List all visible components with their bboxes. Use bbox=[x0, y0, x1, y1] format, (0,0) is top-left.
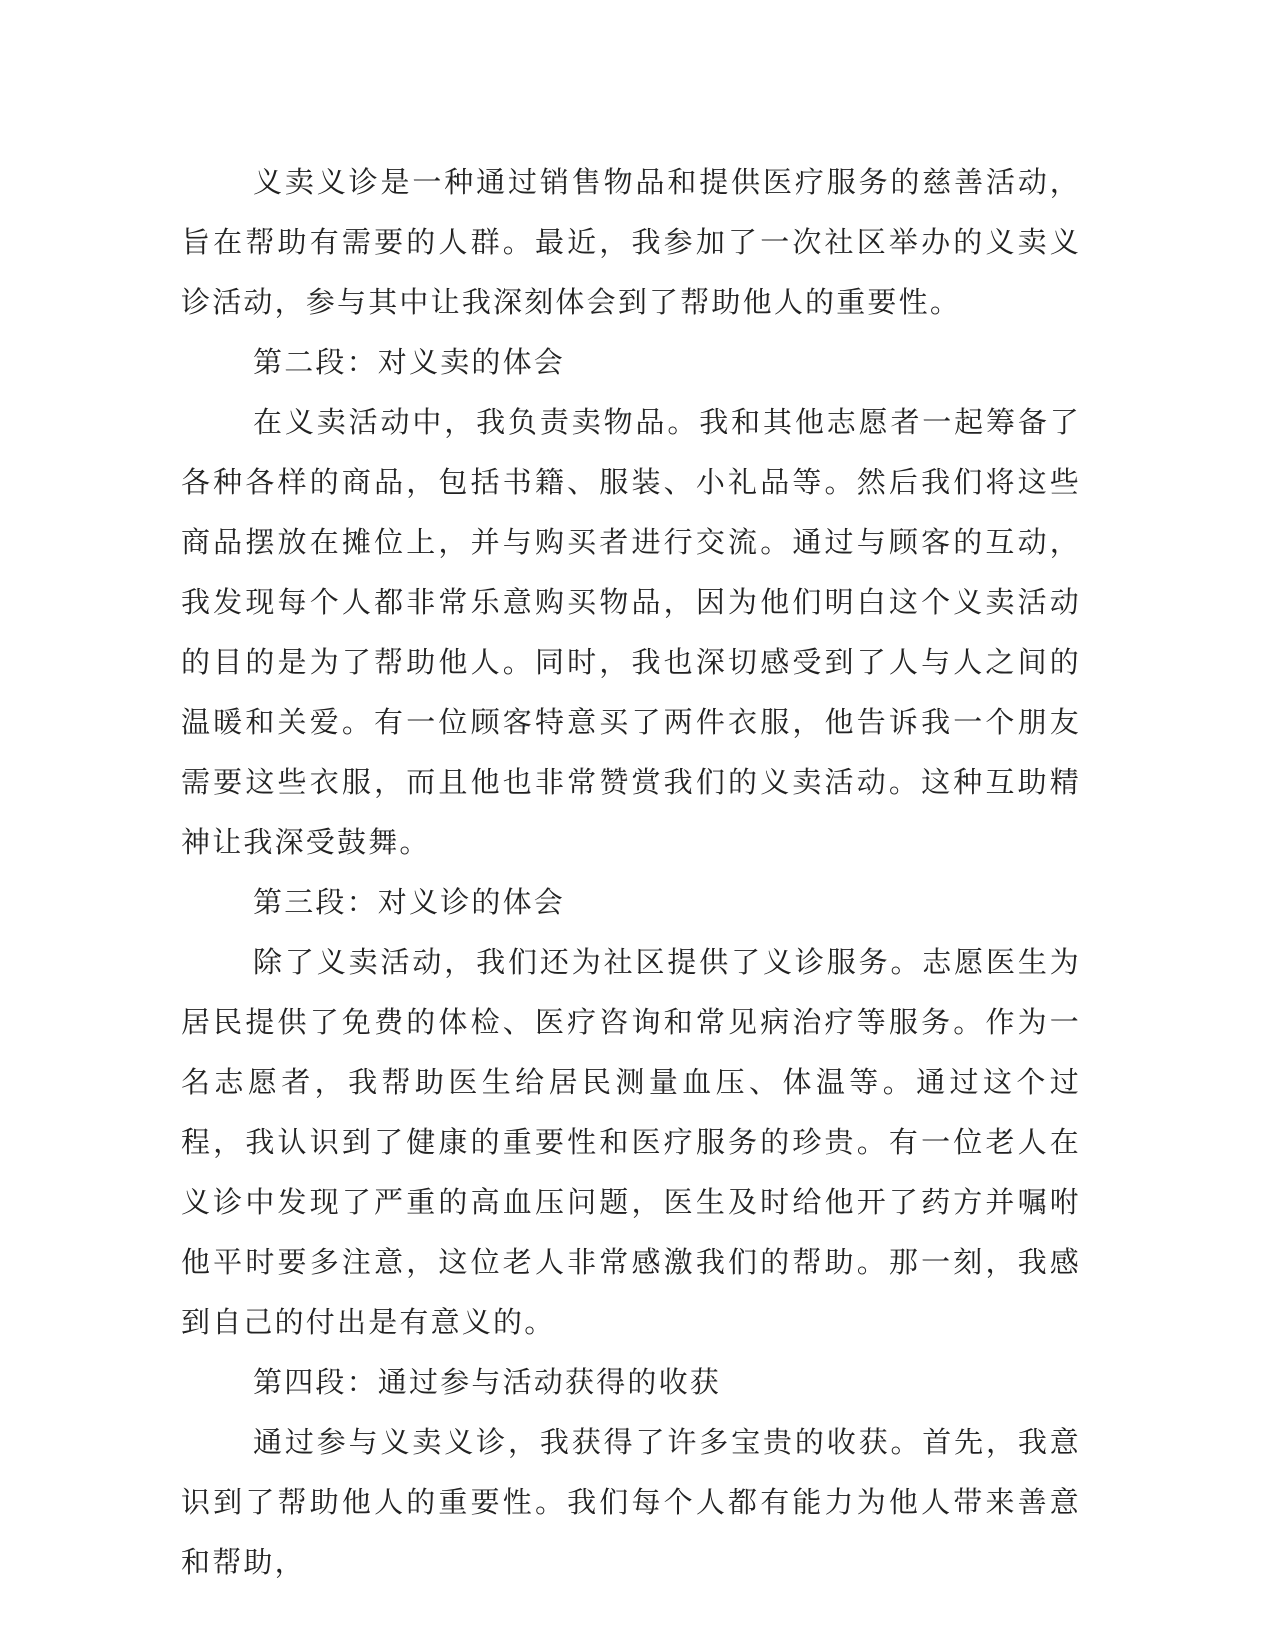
paragraph-line: 人非常感激我们的帮助。那一刻，我感到自己的付出是有意义的。 bbox=[181, 1245, 1081, 1339]
paragraph-line: 高血压问题，医生及时给他开了药方并嘱咐他平时要多注意，这位老 bbox=[181, 1185, 1081, 1279]
paragraph-line: ，我帮助医生给居民测量血压、体温等。通过这个过程，我认识到了 bbox=[181, 1065, 1081, 1159]
body-paragraph bbox=[181, 152, 1081, 332]
paragraph-line: 了帮助他人的重要性。我们每个人都有能力为他人带来善意和帮助， bbox=[181, 1485, 1081, 1579]
paragraph-line: 各样的商品，包括书籍、服装、小礼品等。然后我们将这些商品摆放 bbox=[181, 465, 1081, 559]
paragraph-line: 参与其中让我深刻体会到了帮助他人的重要性。 bbox=[305, 285, 962, 319]
paragraph-line: 健康的重要性和医疗服务的珍贵。有一位老人在义诊中发现了严重的 bbox=[181, 1125, 1081, 1219]
paragraph-line: 通过参与义卖义诊，我获得了许多宝贵的收获。首先，我意识到 bbox=[181, 1425, 1081, 1519]
paragraph-line: 帮助有需要的人群。最近，我参加了一次社区举办的义卖义诊活动， bbox=[181, 225, 1081, 319]
paragraph-line: 义卖义诊是一种通过销售物品和提供医疗服务的慈善活动，旨在 bbox=[181, 165, 1081, 259]
paragraph-line: 提供了免费的体检、医疗咨询和常见病治疗等服务。作为一名志愿者 bbox=[181, 1005, 1081, 1099]
paragraph-line: 客特意买了两件衣服，他告诉我一个朋友需要这些衣服，而且他也非 bbox=[181, 705, 1081, 799]
section-heading-text: 第二段：对义卖的体会 bbox=[253, 345, 566, 379]
paragraph-line: 常赞赏我们的义卖活动。这种互助精神让我深受鼓舞。 bbox=[181, 765, 1082, 859]
section-heading bbox=[181, 872, 1081, 932]
paragraph-line: 都非常乐意购买物品，因为他们明白这个义卖活动的目的是为了帮助 bbox=[181, 585, 1082, 679]
section-heading bbox=[181, 1352, 1081, 1412]
section-heading-text: 第四段：通过参与活动获得的收获 bbox=[253, 1365, 722, 1399]
paragraph-line: 在摊位上，并与购买者进行交流。通过与顾客的互动，我发现每个人 bbox=[181, 525, 1081, 619]
body-paragraph bbox=[181, 392, 1081, 872]
body-paragraph bbox=[181, 1412, 1081, 1592]
body-paragraph bbox=[181, 932, 1081, 1352]
paragraph-line: 他人。同时，我也深切感受到了人与人之间的温暖和关爱。有一位顾 bbox=[181, 645, 1081, 739]
section-heading-text: 第三段：对义诊的体会 bbox=[253, 885, 566, 919]
paragraph-line: 在义卖活动中，我负责卖物品。我和其他志愿者一起筹备了各种 bbox=[181, 405, 1081, 499]
paragraph-line: 除了义卖活动，我们还为社区提供了义诊服务。志愿医生为居民 bbox=[181, 945, 1081, 1039]
section-heading bbox=[181, 332, 1081, 392]
document-body bbox=[181, 152, 1081, 1592]
